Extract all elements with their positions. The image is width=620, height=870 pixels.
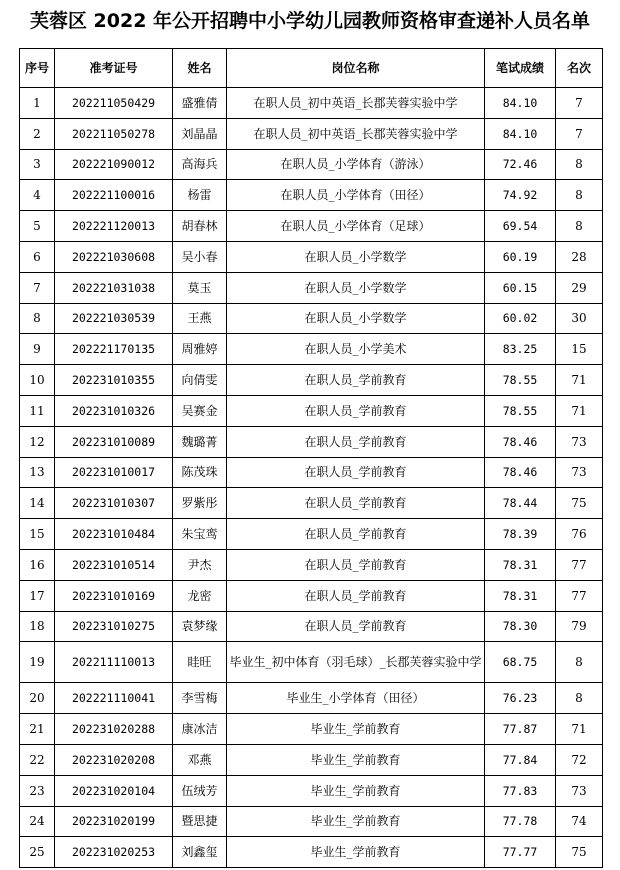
cell-name: 李雪梅 xyxy=(173,683,227,714)
cell-post: 在职人员_初中英语_长郡芙蓉实验中学 xyxy=(227,88,485,119)
table-row xyxy=(20,457,603,488)
cell-name: 刘鑫玺 xyxy=(173,837,227,868)
cell-post: 毕业生_小学体育（田径） xyxy=(227,683,485,714)
cell-post: 在职人员_小学体育（足球） xyxy=(227,211,485,242)
cell-score: 78.55 xyxy=(485,365,556,396)
cell-rank: 77 xyxy=(556,549,603,580)
cell-rank: 30 xyxy=(556,303,603,334)
cell-post: 在职人员_小学体育（田径） xyxy=(227,180,485,211)
table-row xyxy=(20,88,603,119)
cell-exam-id: 202221100016 xyxy=(55,180,173,211)
cell-score: 77.77 xyxy=(485,837,556,868)
cell-no: 11 xyxy=(20,395,55,426)
cell-exam-id: 202221120013 xyxy=(55,211,173,242)
cell-name: 吴小春 xyxy=(173,241,227,272)
cell-name: 眭旺 xyxy=(173,642,227,683)
cell-no: 2 xyxy=(20,118,55,149)
cell-rank: 79 xyxy=(556,611,603,642)
cell-score: 78.46 xyxy=(485,426,556,457)
cell-exam-id: 202231010275 xyxy=(55,611,173,642)
cell-score: 78.30 xyxy=(485,611,556,642)
cell-no: 9 xyxy=(20,334,55,365)
cell-post: 在职人员_学前教育 xyxy=(227,426,485,457)
page-title: 芙蓉区 2022 年公开招聘中小学幼儿园教师资格审查递补人员名单 xyxy=(29,10,591,32)
cell-exam-id: 202221170135 xyxy=(55,334,173,365)
cell-exam-id: 202231020253 xyxy=(55,837,173,868)
cell-score: 77.84 xyxy=(485,744,556,775)
cell-exam-id: 202231020288 xyxy=(55,714,173,745)
cell-no: 25 xyxy=(20,837,55,868)
cell-rank: 7 xyxy=(556,88,603,119)
cell-no: 20 xyxy=(20,683,55,714)
cell-name: 陈茂珠 xyxy=(173,457,227,488)
cell-score: 78.39 xyxy=(485,519,556,550)
cell-exam-id: 202211110013 xyxy=(55,642,173,683)
cell-no: 19 xyxy=(20,642,55,683)
cell-post: 在职人员_学前教育 xyxy=(227,395,485,426)
cell-exam-id: 202231010355 xyxy=(55,365,173,396)
cell-score: 77.87 xyxy=(485,714,556,745)
cell-name: 康冰洁 xyxy=(173,714,227,745)
cell-post: 在职人员_学前教育 xyxy=(227,580,485,611)
cell-rank: 71 xyxy=(556,365,603,396)
header-post: 岗位名称 xyxy=(227,49,485,88)
cell-post: 在职人员_学前教育 xyxy=(227,365,485,396)
cell-rank: 73 xyxy=(556,775,603,806)
cell-rank: 28 xyxy=(556,241,603,272)
cell-rank: 8 xyxy=(556,642,603,683)
cell-rank: 72 xyxy=(556,744,603,775)
cell-no: 1 xyxy=(20,88,55,119)
cell-no: 4 xyxy=(20,180,55,211)
cell-post: 毕业生_学前教育 xyxy=(227,806,485,837)
cell-score: 74.92 xyxy=(485,180,556,211)
cell-no: 18 xyxy=(20,611,55,642)
table-row xyxy=(20,334,603,365)
cell-score: 78.55 xyxy=(485,395,556,426)
cell-post: 在职人员_学前教育 xyxy=(227,549,485,580)
cell-name: 莫玉 xyxy=(173,272,227,303)
cell-post: 在职人员_小学体育（游泳） xyxy=(227,149,485,180)
cell-no: 21 xyxy=(20,714,55,745)
table-row xyxy=(20,426,603,457)
cell-post: 在职人员_小学数学 xyxy=(227,272,485,303)
cell-name: 袁梦缘 xyxy=(173,611,227,642)
cell-score: 78.44 xyxy=(485,488,556,519)
cell-rank: 73 xyxy=(556,426,603,457)
cell-rank: 7 xyxy=(556,118,603,149)
cell-post: 在职人员_小学数学 xyxy=(227,241,485,272)
cell-score: 72.46 xyxy=(485,149,556,180)
cell-no: 16 xyxy=(20,549,55,580)
cell-exam-id: 202231010169 xyxy=(55,580,173,611)
cell-exam-id: 202211050429 xyxy=(55,88,173,119)
cell-name: 胡春林 xyxy=(173,211,227,242)
cell-post: 在职人员_学前教育 xyxy=(227,457,485,488)
cell-post: 毕业生_学前教育 xyxy=(227,744,485,775)
cell-score: 76.23 xyxy=(485,683,556,714)
cell-exam-id: 202221110041 xyxy=(55,683,173,714)
header-rank: 名次 xyxy=(556,49,603,88)
cell-no: 24 xyxy=(20,806,55,837)
cell-rank: 8 xyxy=(556,211,603,242)
header-exam-id: 准考证号 xyxy=(55,49,173,88)
cell-exam-id: 202221030608 xyxy=(55,241,173,272)
cell-post: 毕业生_学前教育 xyxy=(227,837,485,868)
cell-name: 伍绒芳 xyxy=(173,775,227,806)
cell-name: 魏璐菁 xyxy=(173,426,227,457)
cell-name: 罗紫彤 xyxy=(173,488,227,519)
cell-exam-id: 202231020104 xyxy=(55,775,173,806)
cell-name: 王燕 xyxy=(173,303,227,334)
cell-exam-id: 202231020199 xyxy=(55,806,173,837)
cell-rank: 76 xyxy=(556,519,603,550)
header-score: 笔试成绩 xyxy=(485,49,556,88)
table-row xyxy=(20,118,603,149)
cell-post: 在职人员_小学美术 xyxy=(227,334,485,365)
cell-name: 吴赛金 xyxy=(173,395,227,426)
cell-no: 15 xyxy=(20,519,55,550)
cell-exam-id: 202231010017 xyxy=(55,457,173,488)
cell-exam-id: 202231010326 xyxy=(55,395,173,426)
table-row xyxy=(20,642,603,683)
table-row xyxy=(20,806,603,837)
table-row xyxy=(20,395,603,426)
table-row xyxy=(20,683,603,714)
cell-name: 杨雷 xyxy=(173,180,227,211)
cell-score: 69.54 xyxy=(485,211,556,242)
table-row xyxy=(20,744,603,775)
cell-score: 78.31 xyxy=(485,580,556,611)
cell-rank: 15 xyxy=(556,334,603,365)
table-row xyxy=(20,365,603,396)
cell-no: 10 xyxy=(20,365,55,396)
table-row xyxy=(20,519,603,550)
cell-rank: 71 xyxy=(556,395,603,426)
cell-score: 84.10 xyxy=(485,118,556,149)
cell-rank: 71 xyxy=(556,714,603,745)
cell-name: 龙密 xyxy=(173,580,227,611)
cell-name: 刘晶晶 xyxy=(173,118,227,149)
cell-post: 在职人员_学前教育 xyxy=(227,611,485,642)
table-row xyxy=(20,549,603,580)
cell-no: 6 xyxy=(20,241,55,272)
cell-score: 78.31 xyxy=(485,549,556,580)
cell-score: 60.02 xyxy=(485,303,556,334)
table-row xyxy=(20,611,603,642)
cell-exam-id: 202231010307 xyxy=(55,488,173,519)
cell-post: 毕业生_学前教育 xyxy=(227,714,485,745)
cell-name: 邓燕 xyxy=(173,744,227,775)
cell-rank: 8 xyxy=(556,149,603,180)
cell-score: 84.10 xyxy=(485,88,556,119)
table-row xyxy=(20,149,603,180)
cell-no: 17 xyxy=(20,580,55,611)
cell-name: 暨思捷 xyxy=(173,806,227,837)
table-row xyxy=(20,714,603,745)
cell-rank: 75 xyxy=(556,837,603,868)
cell-post: 在职人员_初中英语_长郡芙蓉实验中学 xyxy=(227,118,485,149)
cell-name: 高海兵 xyxy=(173,149,227,180)
cell-score: 60.19 xyxy=(485,241,556,272)
cell-exam-id: 202221030539 xyxy=(55,303,173,334)
cell-rank: 8 xyxy=(556,180,603,211)
table-row xyxy=(20,837,603,868)
table-row xyxy=(20,241,603,272)
cell-score: 83.25 xyxy=(485,334,556,365)
cell-no: 12 xyxy=(20,426,55,457)
cell-rank: 73 xyxy=(556,457,603,488)
table-row xyxy=(20,775,603,806)
cell-no: 7 xyxy=(20,272,55,303)
cell-exam-id: 202231010484 xyxy=(55,519,173,550)
cell-no: 14 xyxy=(20,488,55,519)
table-row xyxy=(20,303,603,334)
cell-exam-id: 202221031038 xyxy=(55,272,173,303)
cell-rank: 77 xyxy=(556,580,603,611)
cell-post: 在职人员_学前教育 xyxy=(227,519,485,550)
cell-exam-id: 202231010089 xyxy=(55,426,173,457)
cell-no: 13 xyxy=(20,457,55,488)
cell-rank: 29 xyxy=(556,272,603,303)
cell-rank: 75 xyxy=(556,488,603,519)
cell-exam-id: 202231020208 xyxy=(55,744,173,775)
cell-exam-id: 202211050278 xyxy=(55,118,173,149)
header-name: 姓名 xyxy=(173,49,227,88)
cell-score: 77.78 xyxy=(485,806,556,837)
cell-score: 78.46 xyxy=(485,457,556,488)
cell-name: 朱宝鸾 xyxy=(173,519,227,550)
cell-name: 盛雅倩 xyxy=(173,88,227,119)
table-header-row xyxy=(20,49,603,88)
table-row xyxy=(20,180,603,211)
cell-score: 60.15 xyxy=(485,272,556,303)
cell-exam-id: 202221090012 xyxy=(55,149,173,180)
cell-post: 在职人员_学前教育 xyxy=(227,488,485,519)
cell-exam-id: 202231010514 xyxy=(55,549,173,580)
cell-post: 毕业生_初中体育（羽毛球）_长郡芙蓉实验中学 xyxy=(227,642,485,683)
cell-post: 在职人员_小学数学 xyxy=(227,303,485,334)
cell-score: 68.75 xyxy=(485,642,556,683)
cell-no: 8 xyxy=(20,303,55,334)
cell-no: 5 xyxy=(20,211,55,242)
cell-no: 23 xyxy=(20,775,55,806)
header-no: 序号 xyxy=(20,49,55,88)
cell-score: 77.83 xyxy=(485,775,556,806)
cell-no: 22 xyxy=(20,744,55,775)
candidate-table xyxy=(19,48,603,868)
cell-name: 周雅婷 xyxy=(173,334,227,365)
cell-post: 毕业生_学前教育 xyxy=(227,775,485,806)
table-row xyxy=(20,488,603,519)
cell-name: 尹杰 xyxy=(173,549,227,580)
cell-name: 向倩雯 xyxy=(173,365,227,396)
table-row xyxy=(20,272,603,303)
cell-rank: 74 xyxy=(556,806,603,837)
cell-no: 3 xyxy=(20,149,55,180)
table-row xyxy=(20,580,603,611)
table-row xyxy=(20,211,603,242)
cell-rank: 8 xyxy=(556,683,603,714)
